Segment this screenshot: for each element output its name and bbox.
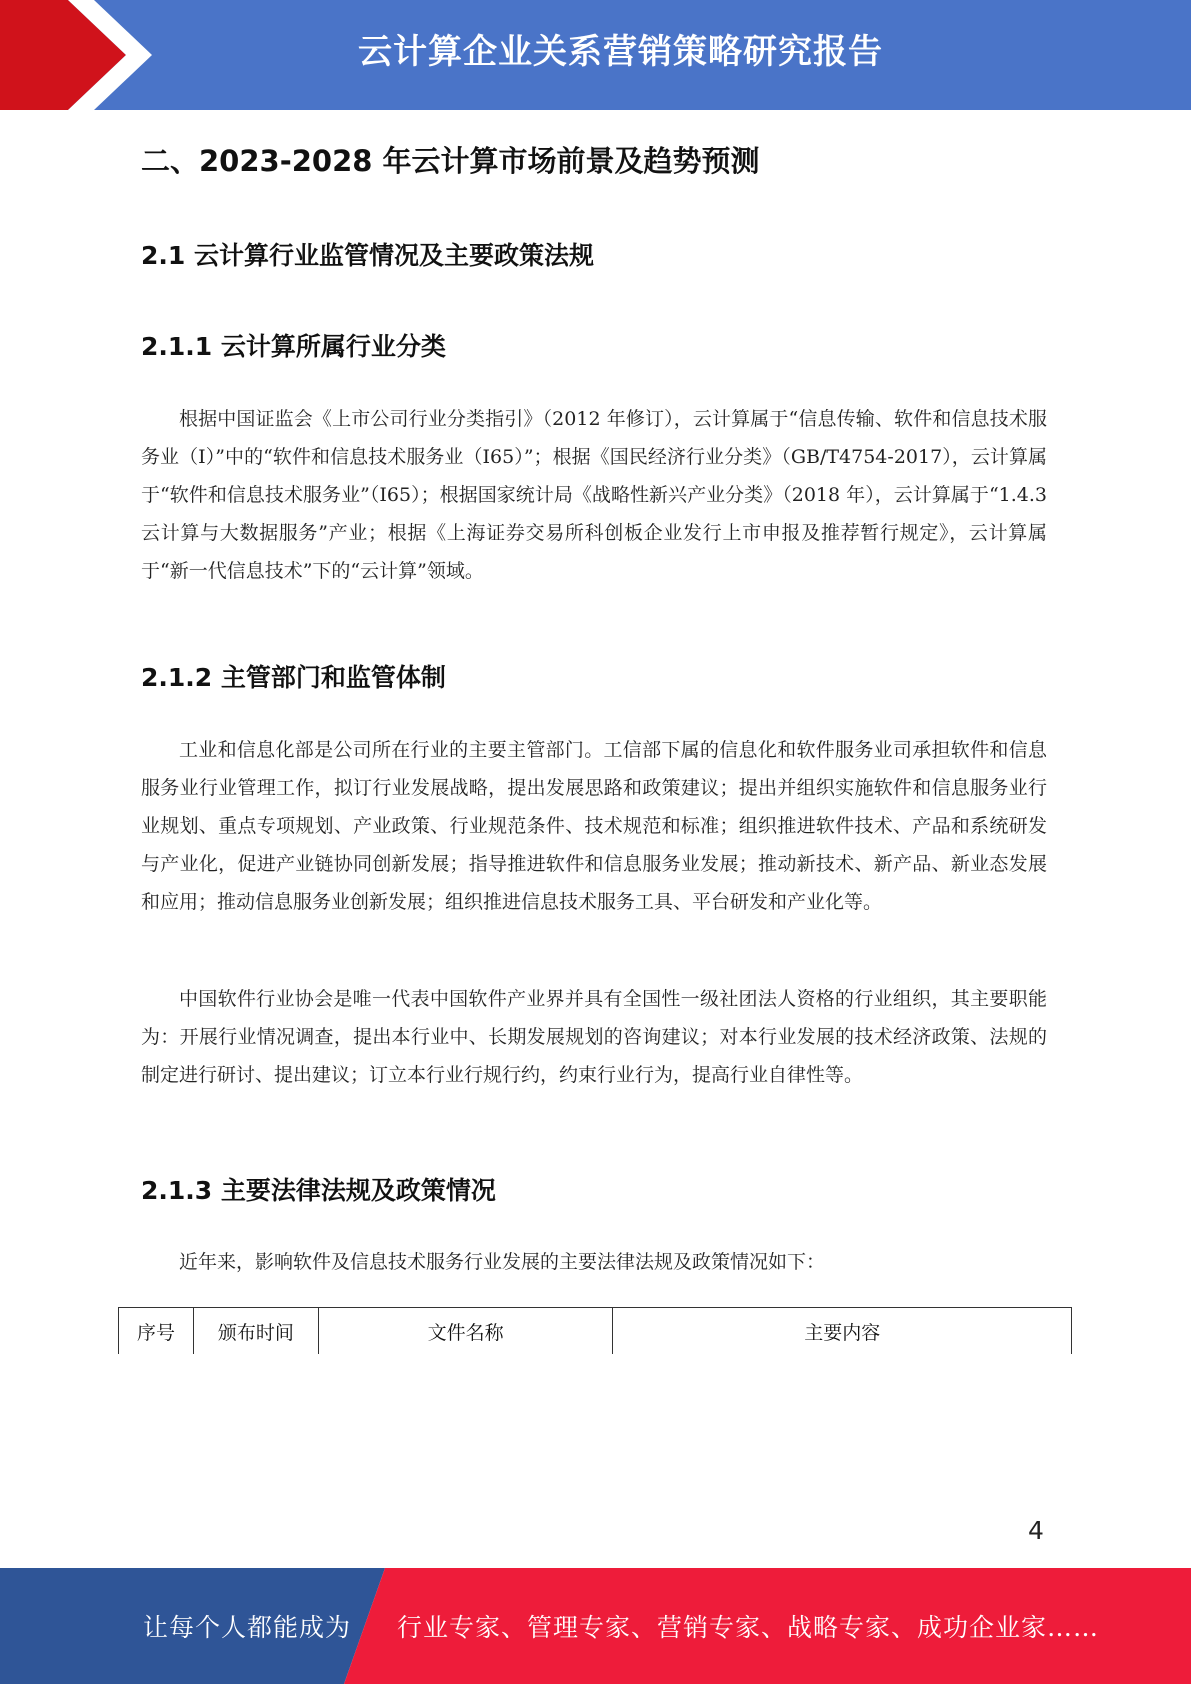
table-header-cell: 序号 [119, 1308, 194, 1355]
header-band [0, 0, 1191, 110]
policy-table [118, 1307, 1072, 1354]
paragraph-regulatory-department: 工业和信息化部是公司所在行业的主要主管部门。工信部下属的信息化和软件服务业司承担软件和信息服务业行业管理工作，拟订行业发展战略，提出发展思路和政策建议；提出并组织实施软件和信息服务业行业规划、重点专项规划、产业政策、行业规范条件、技术规范和标准；组织推进软件技术、产品和系统研发与产业化，促进产业链协同创新发展；指导推进软件和信息服务业发展；推动新技术、新产品、新业态发展和应用；推动信息服务业创新发展；组织推进信息技术服务工具、平台研发和产业化等。 [141, 739, 1047, 913]
page-number: 4 [1028, 1516, 1044, 1545]
section-heading-2-1: 2.1 云计算行业监管情况及主要政策法规 [141, 241, 594, 270]
footer-slogan-right: 行业专家、管理专家、营销专家、战略专家、成功企业家…… [397, 1613, 1100, 1642]
paragraph-industry-classification: 根据中国证监会《上市公司行业分类指引》（2012 年修订），云计算属于“信息传输、软件和信息技术服务业（I）”中的“软件和信息技术服务业（I65）”；根据《国民经济行业分类》（GB/T4754-2017），云计算属于“软件和信息技术服务业”（I65）；根据国家统计局《战略性新兴产业分类》（2018 年），云计算属于“1.4.3 云计算与大数据服务”产业；根据《上海证券交易所科创板企业发行上市申报及推荐暂行规定》，云计算属于“新一代信息技术”下的“云计算”领域。 [141, 408, 1047, 582]
paragraph-software-association: 中国软件行业协会是唯一代表中国软件产业界并具有全国性一级社团法人资格的行业组织，其主要职能为：开展行业情况调查，提出本行业中、长期发展规划的咨询建议；对本行业发展的技术经济政策、法规的制定进行研讨、提出建议；订立本行业行规行约，约束行业行为，提高行业自律性等。 [141, 988, 1047, 1086]
table-header-cell: 文件名称 [318, 1308, 613, 1355]
report-title: 云计算企业关系营销策略研究报告 [358, 32, 883, 72]
paragraph-policy-intro: 近年来，影响软件及信息技术服务行业发展的主要法律法规及政策情况如下： [179, 1251, 826, 1273]
table-header-cell: 颁布时间 [193, 1308, 318, 1355]
subsection-heading-2-1-2: 2.1.2 主管部门和监管体制 [141, 663, 446, 692]
table-header-row [119, 1308, 1072, 1355]
chapter-heading: 二、2023-2028 年云计算市场前景及趋势预测 [141, 144, 760, 178]
footer-slogan-left: 让每个人都能成为 [143, 1613, 352, 1642]
subsection-heading-2-1-3: 2.1.3 主要法律法规及政策情况 [141, 1176, 496, 1205]
table-header-cell: 主要内容 [613, 1308, 1072, 1355]
subsection-heading-2-1-1: 2.1.1 云计算所属行业分类 [141, 332, 446, 361]
header-arrow-decoration [0, 0, 160, 110]
